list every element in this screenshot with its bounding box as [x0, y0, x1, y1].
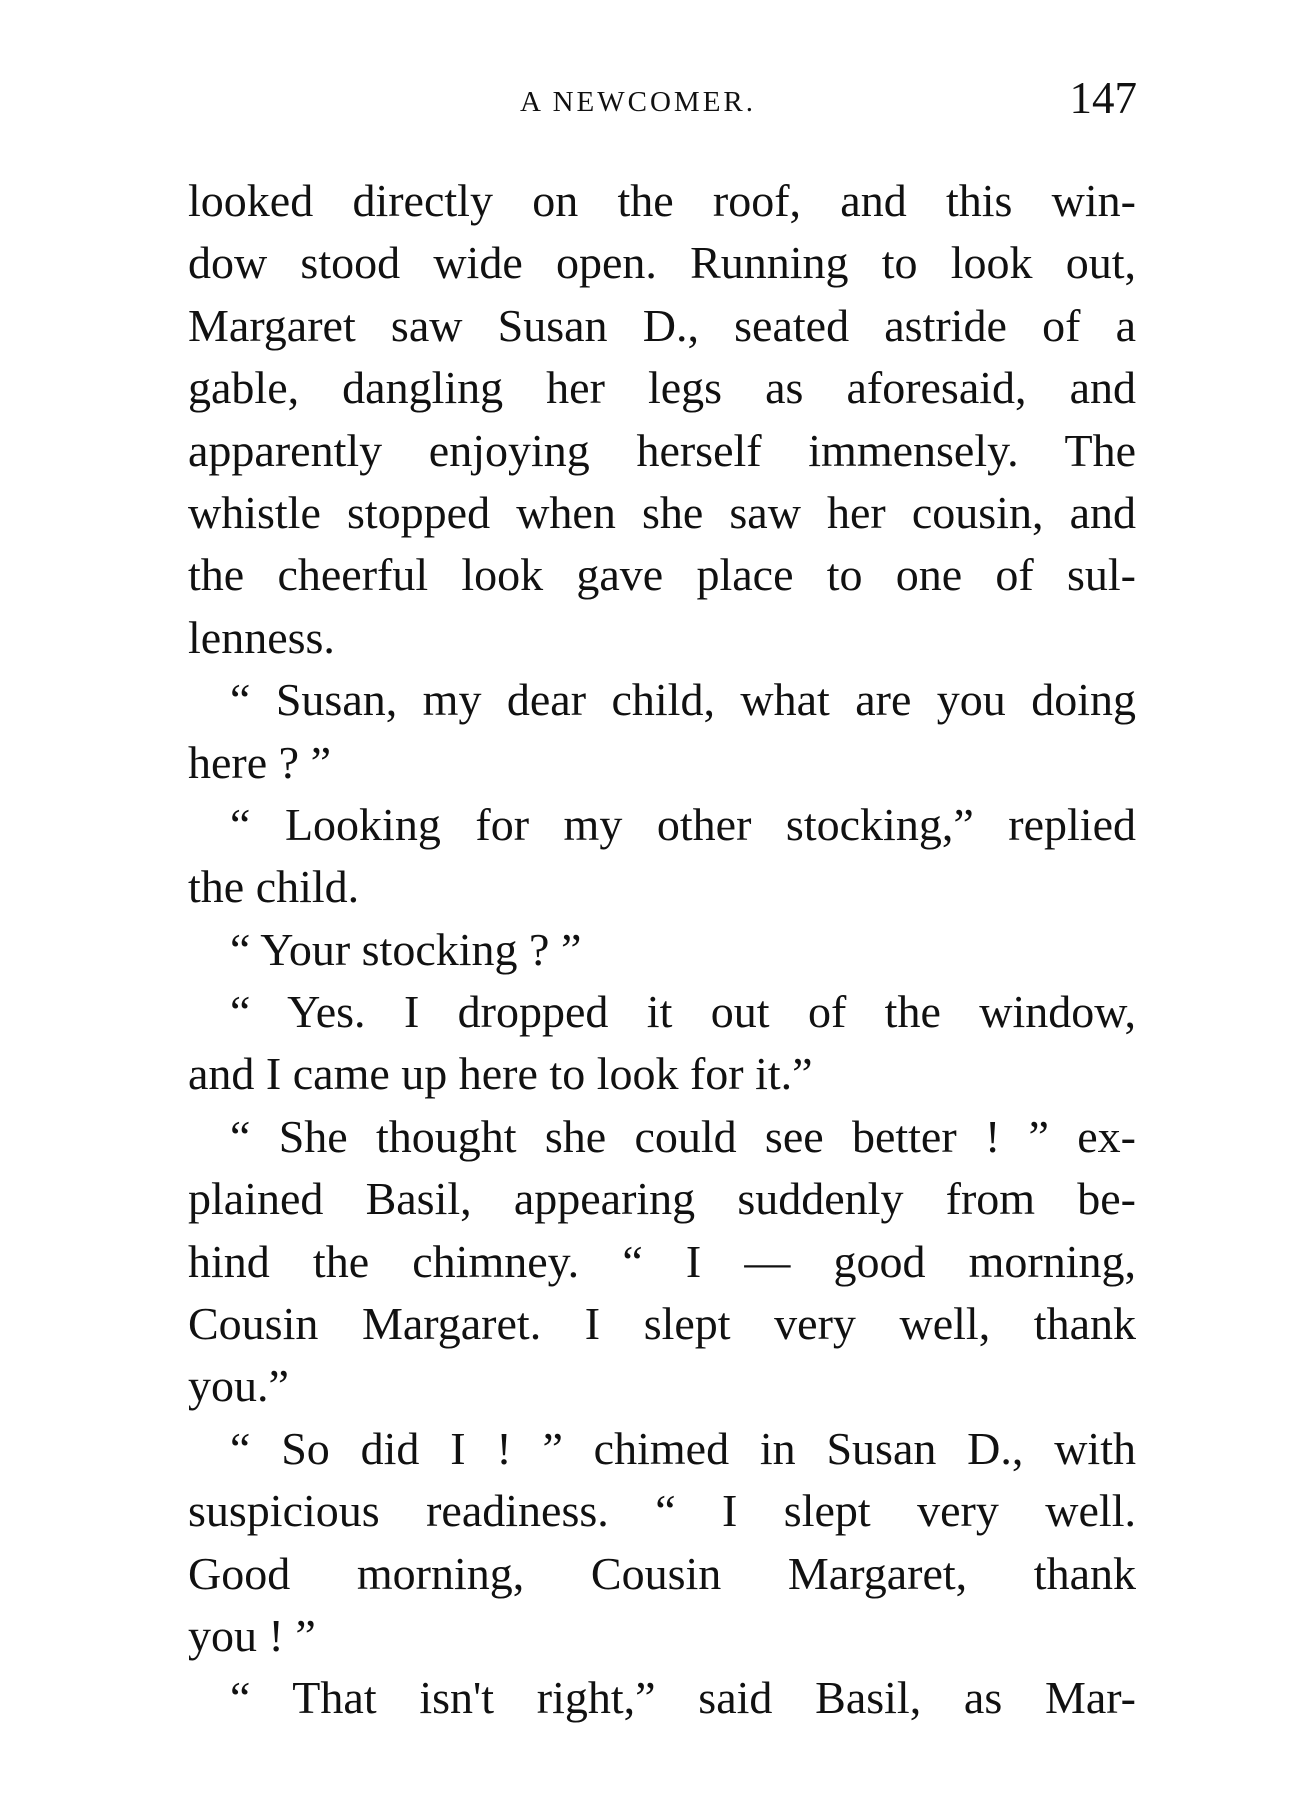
text-line: suspicious readiness. “ I slept very well. — [188, 1485, 1136, 1537]
text-line: the cheerful look gave place to one of sul- — [188, 549, 1136, 601]
text-line: apparently enjoying herself immensely. The — [188, 424, 1136, 476]
text-line: you.” — [188, 1360, 289, 1412]
page-number: 147 — [1069, 73, 1137, 123]
body-text — [188, 170, 1136, 1730]
text-line: looked directly on the roof, and this win- — [188, 175, 1136, 226]
text-line: and I came up here to look for it.” — [188, 1048, 813, 1100]
text-line: the child. — [188, 861, 360, 913]
text-line: plained Basil, appearing suddenly from be- — [188, 1173, 1136, 1225]
text-line: hind the chimney. “ I — good morning, — [188, 1235, 1136, 1287]
text-line: Margaret saw Susan D., seated astride of a — [188, 299, 1136, 351]
text-line: Good morning, Cousin Margaret, thank — [188, 1547, 1136, 1599]
text-line: “ Looking for my other stocking,” replied — [230, 798, 1136, 850]
text-line: “ Your stocking ? ” — [230, 923, 582, 975]
text-line: here ? ” — [188, 736, 331, 788]
text-line: “ So did I ! ” chimed in Susan D., with — [230, 1422, 1136, 1474]
text-line: you ! ” — [188, 1609, 316, 1661]
text-line: Cousin Margaret. I slept very well, thank — [188, 1298, 1136, 1350]
text-line: “ Susan, my dear child, what are you doing — [230, 674, 1136, 726]
text-line: gable, dangling her legs as aforesaid, and — [188, 362, 1136, 414]
text-line: whistle stopped when she saw her cousin, and — [188, 486, 1136, 538]
text-line: “ Yes. I dropped it out of the window, — [230, 986, 1136, 1038]
text-line: “ That isn't right,” said Basil, as Mar- — [230, 1672, 1136, 1724]
text-line: lenness. — [188, 611, 335, 663]
text-line: “ She thought she could see better ! ” ex- — [230, 1110, 1136, 1162]
running-head: A NEWCOMER. — [520, 86, 756, 118]
text-line: dow stood wide open. Running to look out, — [188, 237, 1136, 289]
